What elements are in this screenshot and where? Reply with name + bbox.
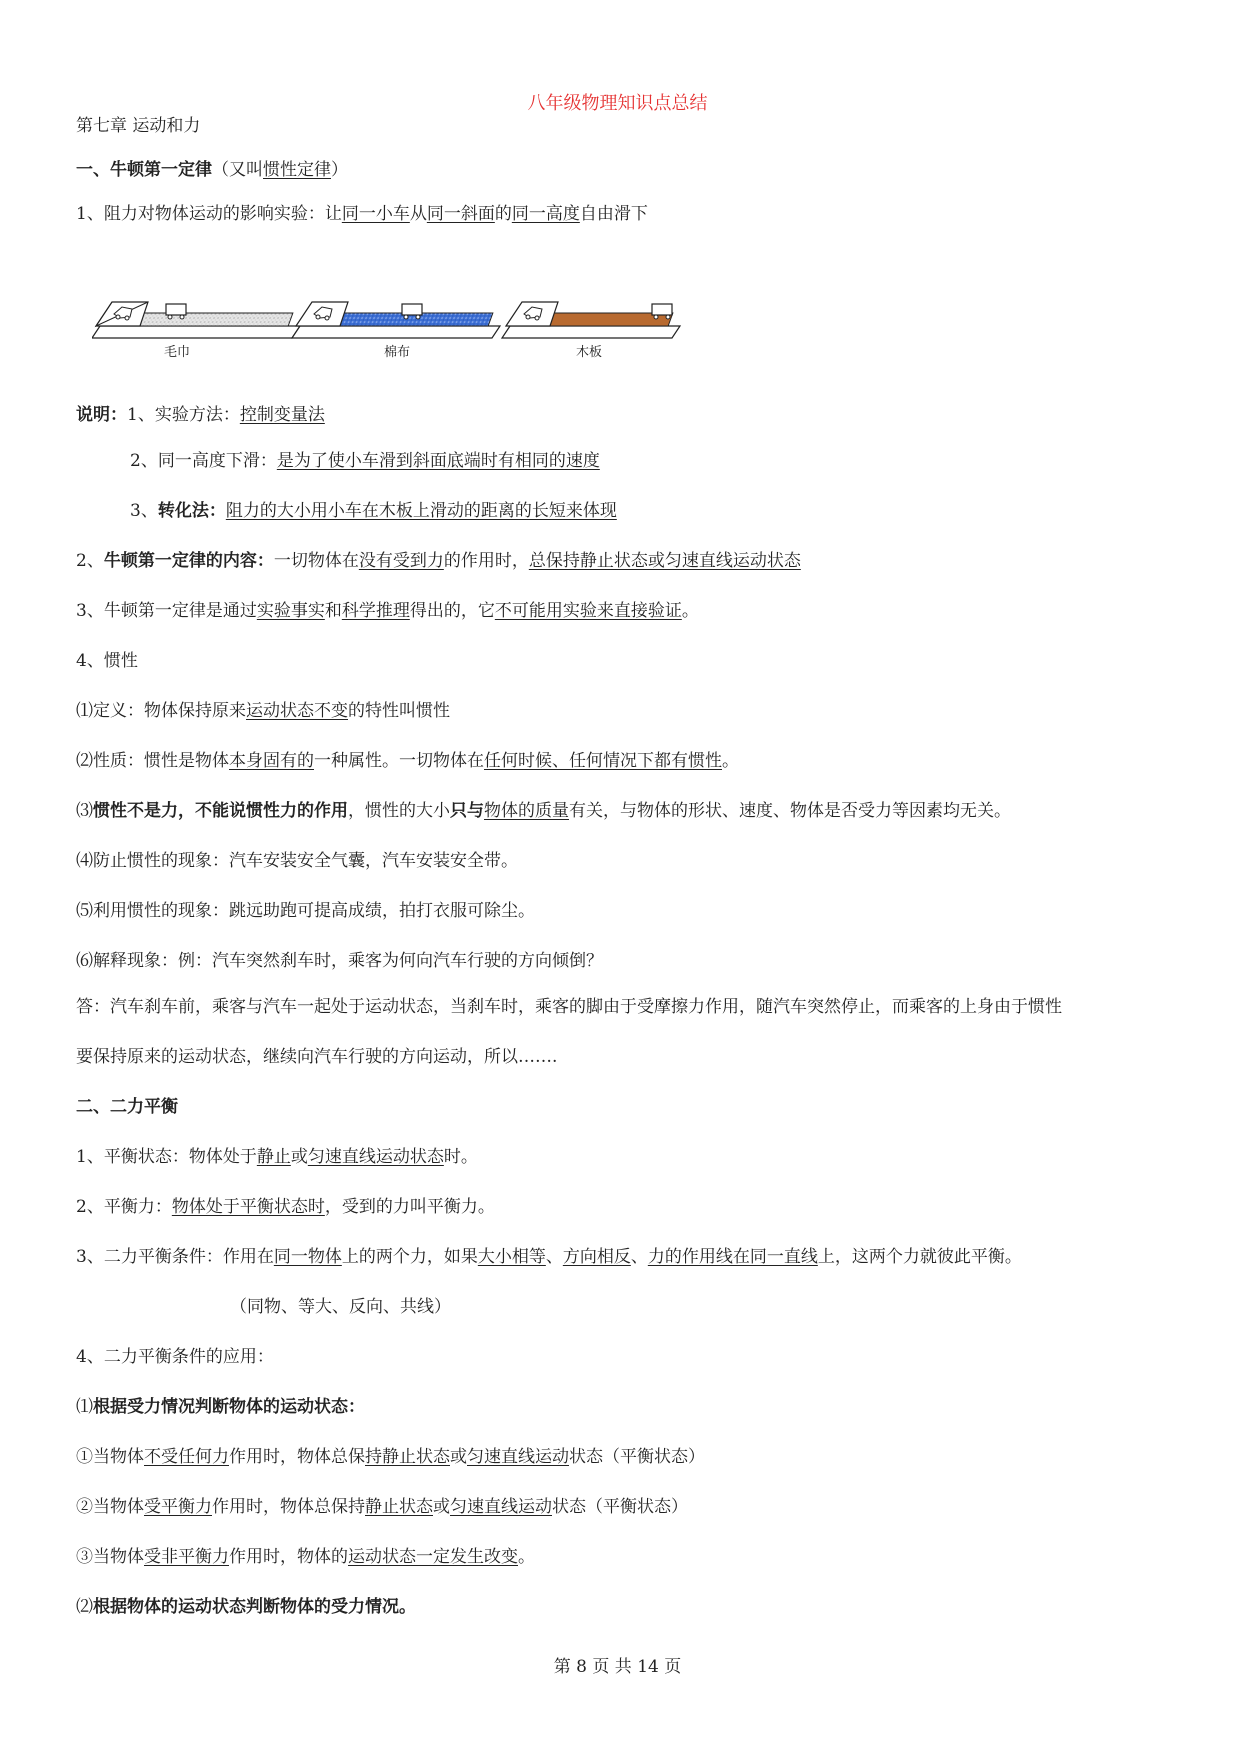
text-span: 从	[409, 204, 427, 224]
text-span: 、	[630, 1247, 648, 1267]
bold-term: 只与	[450, 801, 484, 821]
text-span: 或	[290, 1147, 308, 1167]
underlined-term: 同一小车	[341, 204, 410, 224]
text-span: 有关，与物体的形状、速度、物体是否受力等因素均无关。	[569, 801, 1011, 821]
text-span: 。	[722, 751, 739, 771]
text-span: ①当物体	[76, 1447, 144, 1467]
text-span: 作用时，物体总保	[229, 1447, 365, 1467]
underlined-term: 阻力的大小用小车在木板上滑动的距离的长短来体现	[225, 501, 617, 521]
note-label: 说明：	[76, 405, 127, 425]
bold-term: 根据物体的运动状态判断物体的受力情况。	[93, 1597, 416, 1617]
text-span: ⑴	[76, 1397, 93, 1417]
underlined-term: 是为了使小车滑到斜面底端时有相同的速度	[276, 451, 600, 471]
item-4: 4、惯性	[76, 651, 138, 671]
underlined-term: 控制变量法	[239, 405, 325, 425]
case-3	[76, 1546, 535, 1568]
text-span: 一种属性。一切物体在	[314, 751, 484, 771]
section1-heading	[76, 159, 348, 181]
text-span: ）	[331, 160, 348, 180]
underlined-term: 受平衡力	[144, 1497, 212, 1517]
underlined-term: 同一物体	[273, 1247, 342, 1267]
item-2	[76, 550, 801, 572]
text-span: 自由滑下	[579, 204, 648, 224]
panel-wood	[502, 302, 680, 360]
text-span: 上，这两个力就彼此平衡。	[817, 1247, 1022, 1267]
text-span: ，惯性的大小	[348, 801, 450, 821]
text-span: 1、平衡状态：物体处于	[76, 1147, 257, 1167]
underlined-term: 静止	[256, 1147, 291, 1167]
text-span: ③当物体	[76, 1547, 144, 1567]
underlined-term: 没有受到力	[358, 551, 444, 571]
underlined-term: 静止状态	[365, 1497, 433, 1517]
underlined-term: 运动状态一定发生改变	[348, 1547, 518, 1567]
text-span: ⑵	[76, 1597, 93, 1617]
balance-item-1	[76, 1146, 478, 1168]
page-footer: 第 8 页 共 14 页	[553, 1657, 682, 1677]
balance-item-4: 4、二力平衡条件的应用：	[76, 1347, 274, 1367]
text-span: ⑴定义：物体保持原来	[76, 701, 246, 721]
underlined-term: 同一高度	[511, 204, 580, 224]
text-span: 或	[433, 1497, 450, 1517]
text-span: 2、平衡力：	[76, 1197, 172, 1217]
bold-term: 牛顿第一定律的内容：	[103, 551, 274, 571]
text-span: 上的两个力，如果	[341, 1247, 478, 1267]
text-span: ②当物体	[76, 1497, 144, 1517]
text-span: 时。	[443, 1147, 478, 1167]
chapter-heading: 第七章 运动和力	[76, 116, 201, 136]
bold-term: 根据受力情况判断物体的运动状态：	[93, 1397, 365, 1417]
underlined-term: 运动状态不变	[246, 701, 348, 721]
underlined-term: 不可能用实验来直接验证	[494, 601, 682, 621]
underlined-term: 本身固有的	[229, 751, 314, 771]
text-span: 的特性叫惯性	[348, 701, 450, 721]
note-2	[130, 450, 600, 472]
section1-title: 一、牛顿第一定律	[76, 160, 212, 180]
text-span: 作用时，物体总保持	[212, 1497, 365, 1517]
underlined-term: 惯性定律	[263, 160, 331, 180]
underlined-term: 大小相等	[477, 1247, 546, 1267]
bold-term: 转化法：	[157, 501, 226, 521]
case-1	[76, 1446, 705, 1468]
item-3	[76, 600, 699, 622]
underlined-term: 物体的质量	[484, 801, 569, 821]
text-span: 作用时，物体的	[229, 1547, 348, 1567]
text-span: 3、牛顿第一定律是通过	[76, 601, 257, 621]
panel-cotton	[292, 302, 500, 360]
text-span: 状态（平衡状态）	[552, 1497, 688, 1517]
text-span: 2、同一高度下滑：	[130, 451, 277, 471]
inertia-property	[76, 750, 739, 772]
text-span: 和	[324, 601, 342, 621]
figure-label-towel: 毛巾	[164, 345, 191, 360]
inertia-explain: ⑹解释现象：例：汽车突然刹车时，乘客为何向汽车行驶的方向倾倒？	[76, 951, 603, 971]
bold-term: 惯性不是力，不能说惯性力的作用	[93, 801, 348, 821]
underlined-term: 同一斜面	[426, 204, 495, 224]
text-span: 1、实验方法：	[127, 405, 240, 425]
text-span: 一切物体在	[273, 551, 359, 571]
text-span: 或	[450, 1447, 467, 1467]
inertia-definition	[76, 700, 450, 722]
underlined-term: 受非平衡力	[144, 1547, 229, 1567]
figure-label-wood: 木板	[576, 345, 603, 360]
underlined-term: 持静止状态	[365, 1447, 450, 1467]
text-span: 状态（平衡状态）	[569, 1447, 705, 1467]
text-span: 得出的，它	[409, 601, 495, 621]
underlined-term: 实验事实	[256, 601, 325, 621]
answer-line-2: 要保持原来的运动状态，继续向汽车行驶的方向运动，所以…….	[76, 1047, 558, 1067]
text-span: （又叫	[212, 160, 263, 180]
underlined-term: 不受任何力	[144, 1447, 229, 1467]
balance-item-3	[76, 1246, 1022, 1268]
underlined-term: 总保持静止状态或匀速直线运动状态	[528, 551, 801, 571]
underlined-term: 物体处于平衡状态时	[171, 1197, 325, 1217]
text-span: 3、	[130, 501, 158, 521]
panel-towel	[92, 302, 300, 360]
text-span: ⑵性质：惯性是物体	[76, 751, 229, 771]
underlined-term: 方向相反	[562, 1247, 631, 1267]
text-span: 。	[518, 1547, 535, 1567]
inertia-use: ⑸利用惯性的现象：跳远助跑可提高成绩，拍打衣服可除尘。	[76, 901, 535, 921]
underlined-term: 科学推理	[341, 601, 410, 621]
inertia-prevent: ⑷防止惯性的现象：汽车安装安全气囊，汽车安装安全带。	[76, 851, 518, 871]
balance-mnemonic: （同物、等大、反向、共线）	[230, 1297, 451, 1317]
answer-line-1: 答：汽车刹车前，乘客与汽车一起处于运动状态，当刹车时，乘客的脚由于受摩擦力作用，随汽车突然停止，而乘客的上身由于惯性	[76, 997, 1062, 1017]
item-1	[76, 203, 648, 225]
text-span: ，受到的力叫平衡力。	[324, 1197, 495, 1217]
inertia-not-force	[76, 800, 1011, 822]
case-2	[76, 1496, 688, 1518]
text-span: 。	[681, 601, 699, 621]
application-2-heading	[76, 1596, 416, 1618]
text-span: 2、	[76, 551, 104, 571]
text-span: 、	[545, 1247, 563, 1267]
figure-label-cotton: 棉布	[384, 345, 411, 360]
underlined-term: 任何时候、任何情况下都有惯性	[484, 751, 722, 771]
underlined-term: 力的作用线在同一直线	[647, 1247, 818, 1267]
note-1	[76, 404, 325, 426]
underlined-term: 匀速直线运动	[467, 1447, 569, 1467]
document-title: 八年级物理知识点总结	[527, 93, 708, 114]
underlined-term: 匀速直线运动状态	[307, 1147, 444, 1167]
text-span: 1、阻力对物体运动的影响实验：让	[76, 204, 342, 224]
underlined-term: 匀速直线运动	[450, 1497, 552, 1517]
text-span: 3、二力平衡条件：作用在	[76, 1247, 274, 1267]
experiment-figure	[92, 288, 712, 368]
application-1-heading	[76, 1396, 365, 1418]
section2-heading: 二、二力平衡	[76, 1097, 178, 1117]
text-span: 的	[494, 204, 512, 224]
note-3	[130, 500, 617, 522]
text-span: ⑶	[76, 801, 93, 821]
text-span: 的作用时，	[443, 551, 529, 571]
balance-item-2	[76, 1196, 495, 1218]
